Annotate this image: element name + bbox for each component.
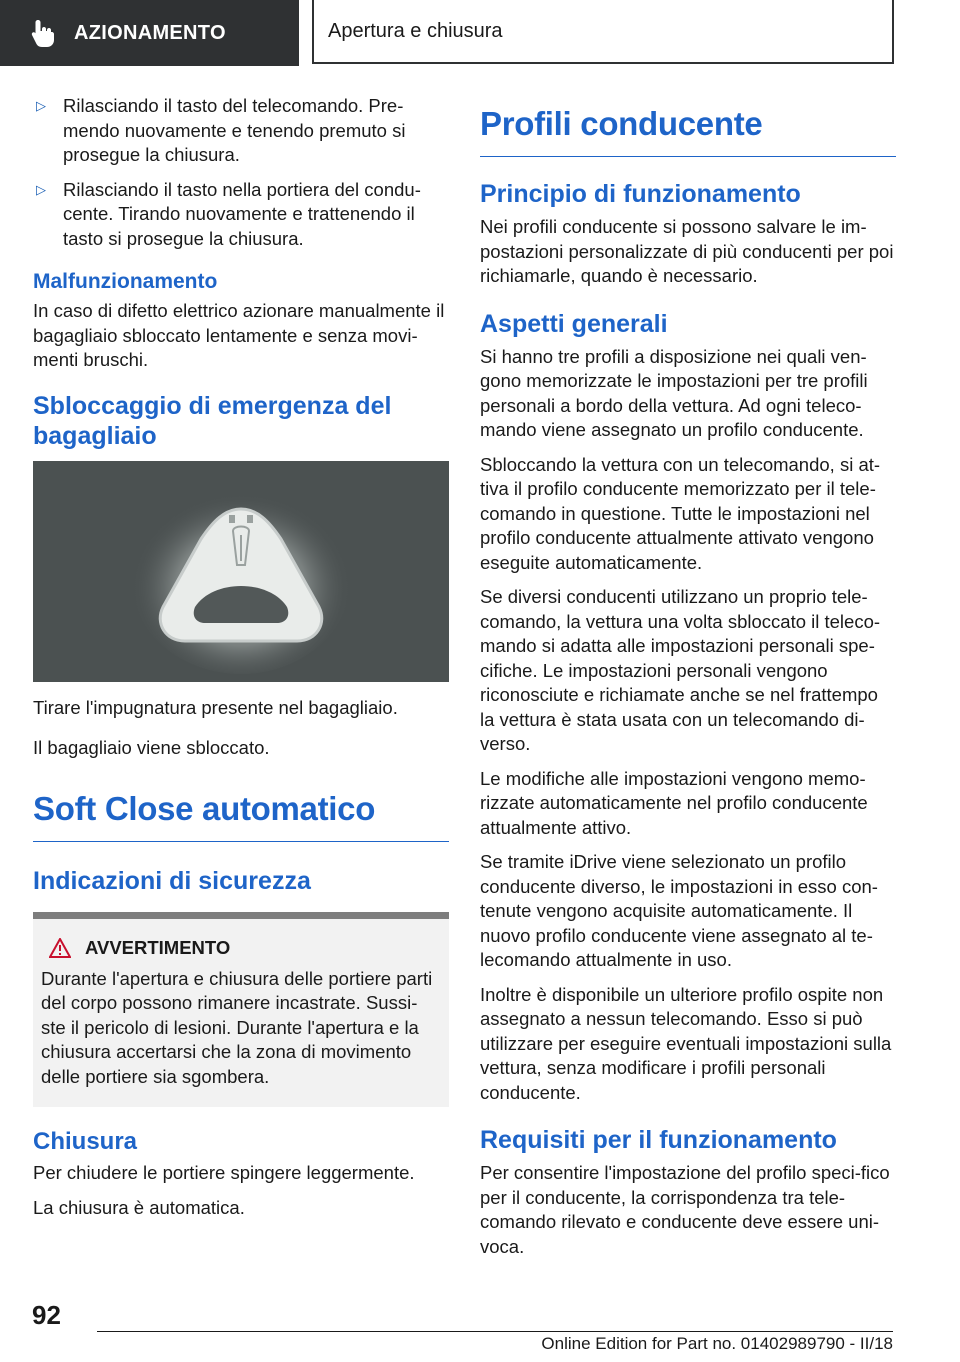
chapter-tab[interactable] bbox=[312, 0, 894, 64]
principle-text: Nei profili conducente si possono salvare le im-postazioni personalizzate di più conducenti per poi richiamarle, quando è necessario. bbox=[480, 216, 894, 286]
general-text-5: Se tramite iDrive viene selezionato un profilo conducente diverso, le impostazioni in esso con-tenute vengono acquisite automaticamente. Il nuovo profilo conducente viene assegnato al te-lecomando attualmente in uso. bbox=[480, 851, 878, 970]
left-column bbox=[33, 94, 449, 1230]
requirements-heading: Requisiti per il funzionamento bbox=[480, 1126, 837, 1154]
general-text-4: Le modifiche alle impostazioni vengono memo-rizzate automaticamente nel profilo conducente attualmente attivo. bbox=[480, 767, 868, 838]
page-footer bbox=[0, 1300, 960, 1362]
closing-text-2: La chiusura è automatica. bbox=[33, 1196, 245, 1218]
closing-text-1: Per chiudere le portiere spingere leggermente. bbox=[33, 1162, 415, 1183]
footer-divider bbox=[97, 1331, 893, 1332]
closing-heading: Chiusura bbox=[33, 1128, 138, 1155]
emergency-text-1: Tirare l'impugnatura presente nel bagagliaio. bbox=[33, 696, 398, 718]
principle-heading: Principio di funzionamento bbox=[480, 180, 801, 208]
warning-triangle-icon bbox=[49, 938, 71, 958]
general-text-1: Si hanno tre profili a disposizione nei quali ven-gono memorizzate le impostazioni per tre profili personali a bordo della vettura. Ad ogni teleco-mando viene assegnato un profilo conducente. bbox=[480, 345, 868, 440]
edition-text: Online Edition for Part no. 01402989790 - II/18 bbox=[541, 1334, 893, 1353]
warning-title: AVVERTIMENTO bbox=[85, 936, 231, 958]
chapter-title: Apertura e chiusura bbox=[328, 19, 503, 42]
warning-text: Durante l'apertura e chiusura delle portiere parti del corpo possono rimanere incastrate. Sussi-ste il pericolo di lesioni. Durante l'apertura e la chiusura accertarsi che la zona di movimento delle portiere sia sgombera. bbox=[41, 967, 433, 1087]
soft-close-heading: Soft Close automatico bbox=[33, 789, 449, 842]
requirements-text: Per consentire l'impostazione del profilo speci-fico per il conducente, la corrispondenza tra tele-comando rilevato e conducente deve essere uni-voca. bbox=[480, 1162, 890, 1257]
general-heading: Aspetti generali bbox=[480, 309, 668, 338]
section-tab[interactable] bbox=[0, 0, 299, 66]
safety-heading: Indicazioni di sicurezza bbox=[33, 866, 311, 895]
warning-title-row bbox=[41, 937, 441, 959]
section-label: AZIONAMENTO bbox=[74, 21, 226, 44]
emergency-heading: Sbloccaggio di emergenza del bagagliaio bbox=[33, 391, 392, 450]
emergency-text-2: Il bagagliaio viene sbloccato. bbox=[33, 737, 270, 758]
list-item bbox=[33, 178, 449, 252]
general-text-2: Sbloccando la vettura con un telecomando, si at-tiva il profilo conducente memorizzato per il tele-comando in questione. Tutte le impostazioni nel profilo conducente attualmente attivato vengono eseguite automaticamente. bbox=[480, 453, 881, 573]
malfunction-heading: Malfunzionamento bbox=[33, 270, 218, 293]
general-text-3: Se diversi conducenti utilizzano un proprio tele-comando, la vettura una volta sbloccato il teleco-mando si adatta alle impostazioni personali spe-cifiche. Le impostazioni personali vengono riconosciute e richiamate anche se nel frattempo la vettura è stata usata con un telecomando di-verso. bbox=[480, 586, 881, 754]
page-number: 92 bbox=[32, 1300, 61, 1330]
malfunction-text: In caso di difetto elettrico azionare manualmente il bagagliaio sbloccato lentamente e senza movi-menti bruschi. bbox=[33, 300, 445, 370]
general-text-6: Inoltre è disponibile un ulteriore profilo ospite non assegnato a nessun telecomando. Esso si può utilizzare per eseguire eventuali impostazioni sulla vettura, senza modificare i profili personali conducente. bbox=[480, 983, 892, 1103]
right-column bbox=[480, 104, 896, 1269]
warning-box bbox=[33, 912, 449, 1108]
list-item-text: Rilasciando il tasto nella portiera del condu-cente. Tirando nuovamente e trattenendo il tasto si prosegue la chiusura. bbox=[63, 178, 421, 249]
page-header bbox=[0, 0, 960, 66]
triangle-bullet-icon: ▷ bbox=[36, 181, 46, 197]
list-item bbox=[33, 94, 449, 168]
emergency-handle-image bbox=[33, 461, 449, 682]
triangle-bullet-icon: ▷ bbox=[36, 98, 46, 113]
list-item-text: Rilasciando il tasto del telecomando. Pre-mendo nuovamente e tenendo premuto si prosegue la chiusura. bbox=[63, 95, 406, 165]
emergency-handle-illustration bbox=[33, 461, 449, 682]
hand-pointer-icon bbox=[26, 16, 60, 50]
driver-profiles-title: Profili conducente bbox=[480, 104, 896, 157]
